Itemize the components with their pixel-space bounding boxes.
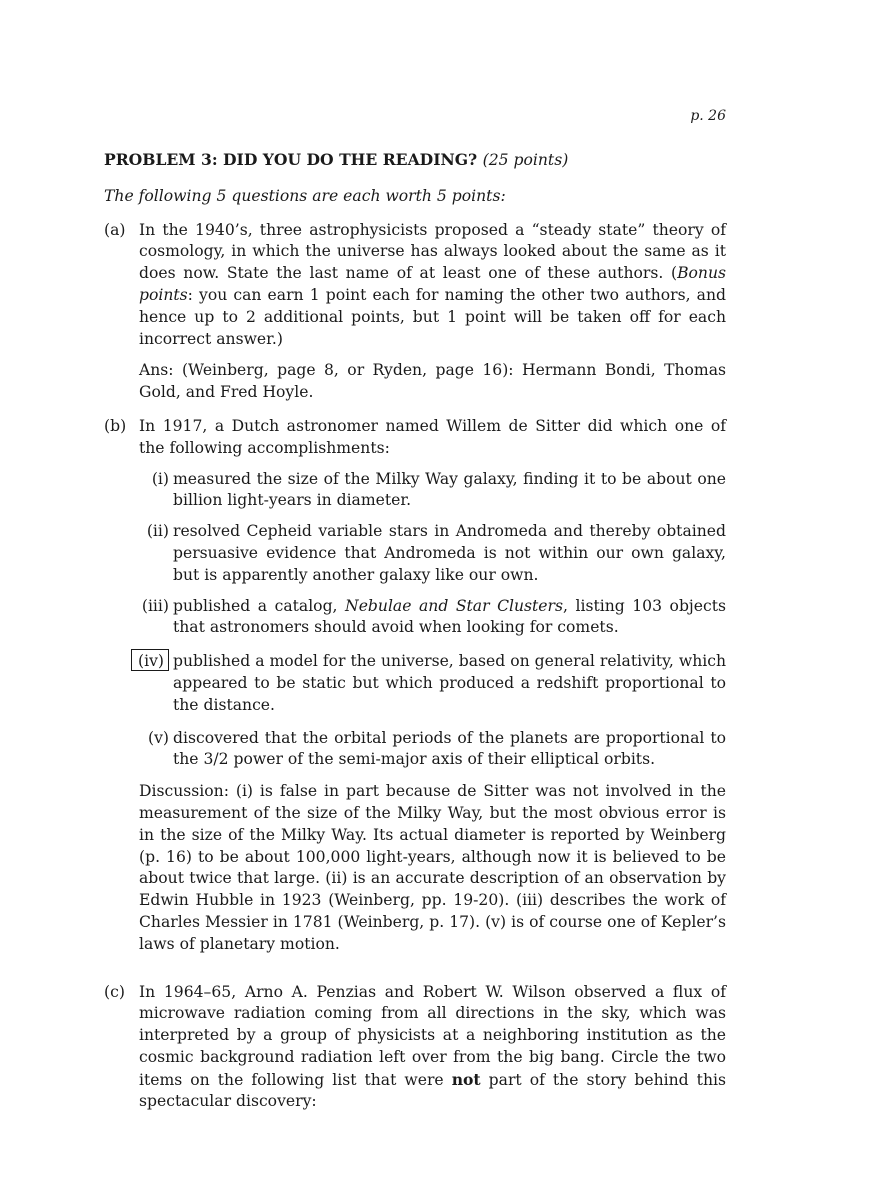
option-iii-text-end: , listing 103 objects that astronomers should avoid when looking for comets. — [173, 596, 726, 637]
correct-answer-box: (iv) — [131, 649, 169, 671]
catalog-title: Nebulae and Star Clusters — [345, 596, 563, 615]
question-a-answer: Ans: (Weinberg, page 8, or Ryden, page 16): Hermann Bondi, Thomas Gold, and Fred Hoyle. — [139, 361, 726, 402]
question-b-label: (b) — [104, 416, 127, 435]
question-c-text — [139, 982, 726, 1114]
option-i-label: (i) — [151, 469, 169, 488]
bonus-points-emphasis: Bonus points — [139, 264, 726, 304]
question-a-text — [139, 220, 726, 351]
problem-points: (25 points) — [482, 151, 569, 169]
page-content — [104, 149, 726, 1113]
question-b — [104, 416, 726, 460]
question-b-discussion-block — [104, 781, 726, 955]
option-v-text: discovered that the orbital periods of the planets are proportional to the 3/2 power of the semi-major axis of their elliptical orbits. — [173, 728, 726, 769]
option-v — [104, 728, 726, 772]
option-iv — [104, 651, 726, 716]
option-iii-text — [173, 597, 726, 637]
option-iii-text-start: published a catalog, — [173, 596, 346, 615]
option-ii-label: (ii) — [146, 522, 169, 541]
option-iv-label — [131, 651, 169, 673]
question-a — [104, 220, 726, 404]
question-b-text: In 1917, a Dutch astronomer named Willem de Sitter did which one of the following accomplishments: — [139, 416, 726, 457]
option-iii-label: (iii) — [141, 596, 169, 615]
question-a-text-end: : you can earn 1 point each for naming the other two authors, and hence up to 2 additional points, but 1 point will be taken off for each incorrect answer.) — [139, 285, 726, 348]
question-a-text-start: In the 1940’s, three astrophysicists proposed a “steady state” theory of cosmology, in which the universe has always looked about the same as it does now. State the last name of at least one of these authors. ( — [139, 220, 726, 283]
option-iii — [104, 596, 726, 640]
problem-intro: The following 5 questions are each worth 5 points: — [104, 186, 506, 205]
option-v-label: (v) — [148, 728, 169, 747]
option-i-text: measured the size of the Milky Way galaxy, finding it to be about one billion light-years in diameter. — [173, 469, 726, 510]
option-ii — [104, 521, 726, 586]
question-a-label: (a) — [104, 220, 126, 239]
page-number: p. 26 — [690, 108, 726, 124]
question-b-discussion: Discussion: (i) is false in part because de Sitter was not involved in the measurement of the size of the Milky Way, but the most obvious error is in the size of the Milky Way. Its actual diameter is reported by Weinberg (p. 16) to be about 100,000 light-years, although now it is believed to be about twice that large. (ii) is an accurate description of an observation by Edwin Hubble in 1923 (Weinberg, pp. 19-20). (iii) describes the work of Charles Messier in 1781 (Weinberg, p. 17). (v) is of course one of Kepler’s laws of planetary motion. — [139, 782, 726, 953]
option-i — [104, 469, 726, 513]
question-c-text-start: In 1964–65, Arno A. Penzias and Robert W. Wilson observed a flux of microwave radiation coming from all directions in the sky, which was interpreted by a group of physicists at a neighboring institution as the cosmic background radiation left over from the big bang. Circle the two items on the following list that were — [139, 982, 726, 1089]
problem-title: PROBLEM 3: DID YOU DO THE READING? — [104, 150, 478, 169]
not-emphasis: not — [451, 1069, 481, 1089]
question-c-label: (c) — [104, 982, 125, 1001]
option-ii-text: resolved Cepheid variable stars in Andromeda and thereby obtained persuasive evidence that Andromeda is not within our own galaxy, but is apparently another galaxy like our own. — [173, 522, 726, 584]
question-c — [104, 982, 726, 1114]
problem-heading — [104, 149, 726, 172]
question-c-text-end: part of the story behind this spectacular discovery: — [139, 1070, 726, 1111]
option-iv-text: published a model for the universe, based on general relativity, which appeared to be static but which produced a redshift proportional to the distance. — [173, 652, 726, 714]
